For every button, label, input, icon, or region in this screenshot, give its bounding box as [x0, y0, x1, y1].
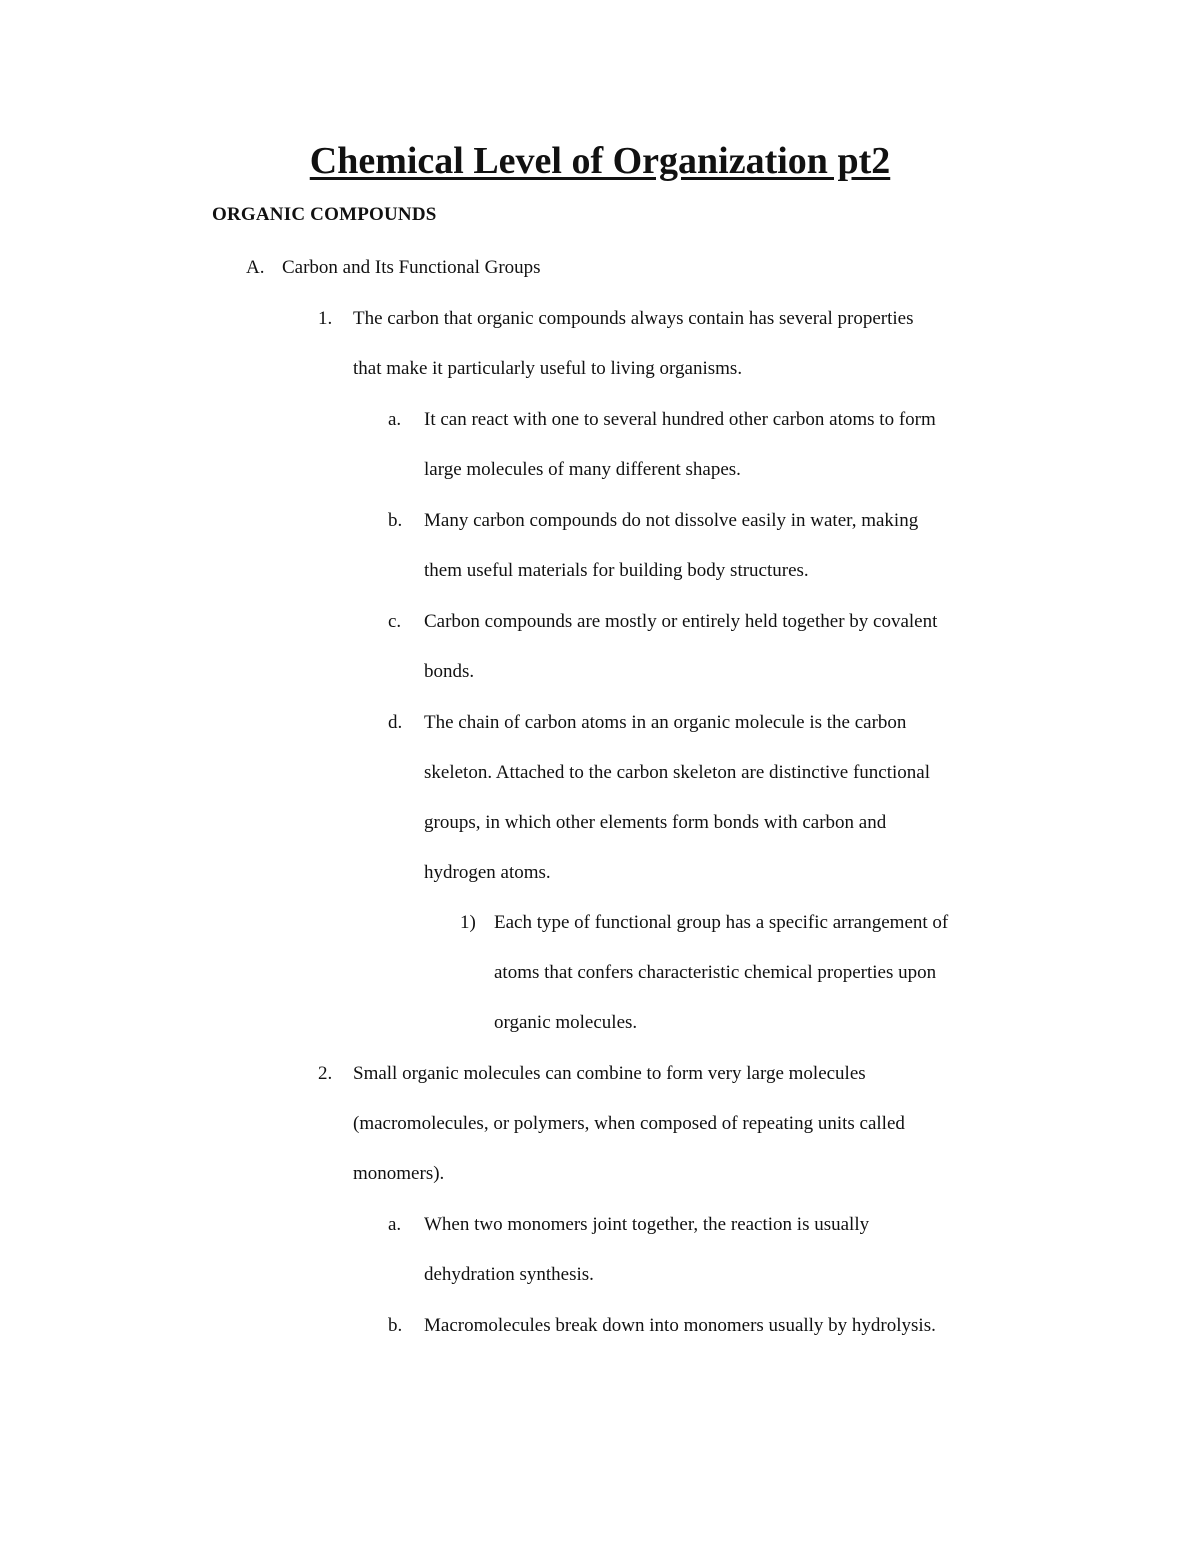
- sublist-item-2a-line-2: dehydration synthesis.: [424, 1264, 594, 1285]
- list-item-2-line-2: (macromolecules, or polymers, when composed of repeating units called: [353, 1113, 905, 1134]
- sublist-marker-1c: c.: [388, 611, 402, 632]
- sublist-item-1d-line-1: The chain of carbon atoms in an organic molecule is the carbon: [424, 712, 907, 733]
- page-title: Chemical Level of Organization pt2: [309, 140, 891, 182]
- sublist-marker-1a: a.: [388, 409, 402, 430]
- list-marker-1: 1.: [318, 308, 333, 329]
- list-item-1-line-1: The carbon that organic compounds always contain has several properties: [353, 308, 914, 329]
- sublist-item-2a-line-1: When two monomers joint together, the reaction is usually: [424, 1214, 870, 1235]
- list-item-1-line-2: that make it particularly useful to living organisms.: [353, 358, 743, 379]
- list-item-2-line-3: monomers).: [353, 1163, 445, 1184]
- sublist-item-1d-line-4: hydrogen atoms.: [424, 862, 551, 883]
- sublist-item-1c-line-2: bonds.: [424, 661, 475, 682]
- sublist-item-1b-line-2: them useful materials for building body structures.: [424, 560, 809, 581]
- subsublist-marker-1d1: 1): [460, 912, 476, 933]
- sublist-marker-1d: d.: [388, 712, 403, 733]
- subsublist-item-1d1-line-3: organic molecules.: [494, 1012, 638, 1033]
- sublist-item-1a-line-2: large molecules of many different shapes.: [424, 459, 741, 480]
- sublist-item-1d-line-3: groups, in which other elements form bonds with carbon and: [424, 812, 887, 833]
- section-heading: ORGANIC COMPOUNDS: [212, 204, 437, 225]
- outline-marker-a: A.: [246, 257, 265, 278]
- list-marker-2: 2.: [318, 1063, 333, 1084]
- outline-text-a: Carbon and Its Functional Groups: [282, 257, 541, 278]
- sublist-item-1b-line-1: Many carbon compounds do not dissolve easily in water, making: [424, 510, 919, 531]
- sublist-marker-1b: b.: [388, 510, 403, 531]
- sublist-item-1a-line-1: It can react with one to several hundred other carbon atoms to form: [424, 409, 936, 430]
- list-item-2-line-1: Small organic molecules can combine to form very large molecules: [353, 1063, 866, 1084]
- sublist-item-2b-line-1: Macromolecules break down into monomers usually by hydrolysis.: [424, 1315, 936, 1336]
- sublist-item-1d-line-2: skeleton. Attached to the carbon skeleton are distinctive functional: [424, 762, 930, 783]
- subsublist-item-1d1-line-1: Each type of functional group has a specific arrangement of: [494, 912, 949, 933]
- sublist-marker-2a: a.: [388, 1214, 402, 1235]
- subsublist-item-1d1-line-2: atoms that confers characteristic chemical properties upon: [494, 962, 937, 983]
- sublist-item-1c-line-1: Carbon compounds are mostly or entirely held together by covalent: [424, 611, 938, 632]
- sublist-marker-2b: b.: [388, 1315, 403, 1336]
